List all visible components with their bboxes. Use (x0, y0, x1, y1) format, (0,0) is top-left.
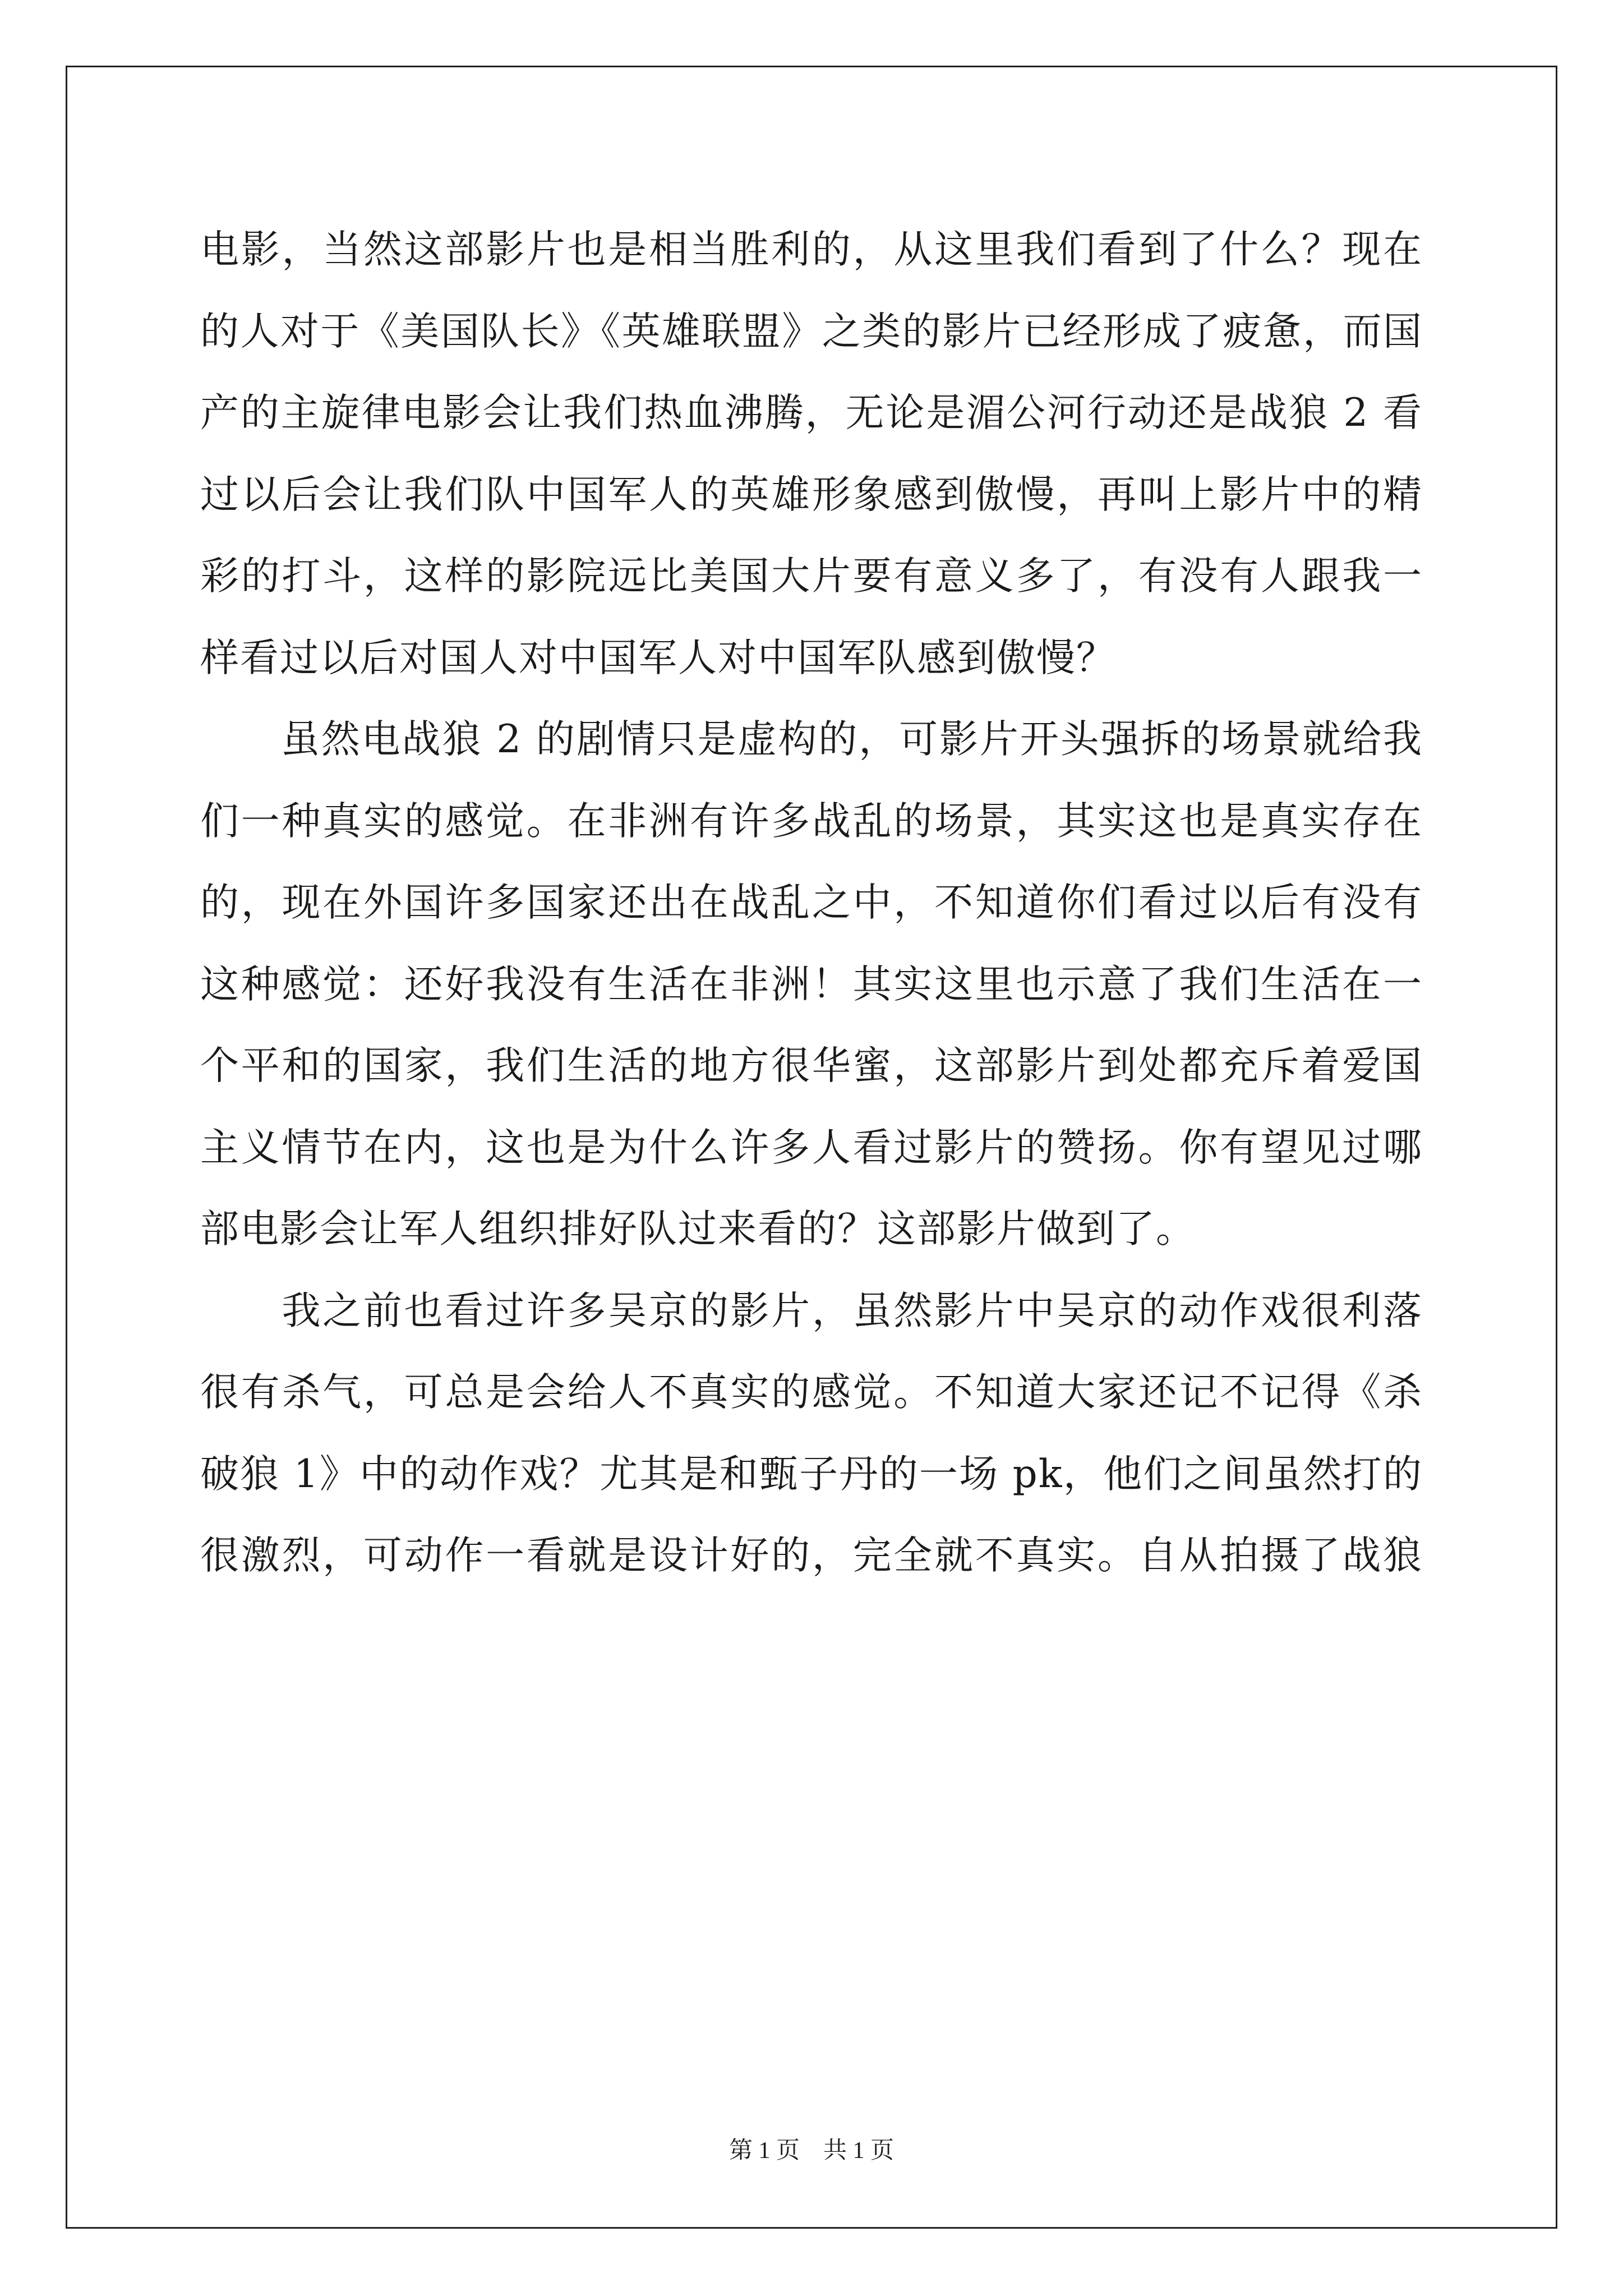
text-line: 很激烈，可动作一看就是设计好的，完全就不真实。自从拍摄了战狼 (200, 1533, 1423, 1578)
text-line: 这种感觉：还好我没有生活在非洲！其实这里也示意了我们生活在一 (200, 961, 1423, 1007)
text-line: 产的主旋律电影会让我们热血沸腾，无论是湄公河行动还是战狼 2 看 (200, 390, 1423, 435)
text-line: 部电影会让军人组织排好队过来看的？这部影片做到了。 (200, 1207, 1196, 1251)
text-line: 我之前也看过许多吴京的影片，虽然影片中吴京的动作戏很利落 (200, 1288, 1423, 1333)
text-line: 个平和的国家，我们生活的地方很华蜜，这部影片到处都充斥着爱国 (200, 1043, 1423, 1088)
text-line: 们一种真实的感觉。在非洲有许多战乱的场景，其实这也是真实存在 (200, 798, 1423, 844)
text-line: 的，现在外国许多国家还出在战乱之中，不知道你们看过以后有没有 (200, 880, 1423, 925)
paragraph-1 (200, 209, 1423, 699)
text-line: 破狼 1》中的动作戏？尤其是和甄子丹的一场 pk，他们之间虽然打的 (200, 1451, 1423, 1497)
document-body (200, 209, 1423, 1597)
text-line: 电影，当然这部影片也是相当胜利的，从这里我们看到了什么？现在 (200, 227, 1423, 272)
text-line: 样看过以后对国人对中国军人对中国军队感到傲慢？ (200, 635, 1116, 680)
paragraph-3 (200, 1271, 1423, 1597)
text-line: 虽然电战狼 2 的剧情只是虚构的，可影片开头强拆的场景就给我 (200, 717, 1423, 762)
text-line: 过以后会让我们队中国军人的英雄形象感到傲慢，再叫上影片中的精 (200, 472, 1423, 517)
text-line: 的人对于《美国队长》《英雄联盟》之类的影片已经形成了疲惫，而国 (200, 309, 1423, 354)
text-line: 很有杀气，可总是会给人不真实的感觉。不知道大家还记不记得《杀 (200, 1370, 1423, 1415)
text-line: 彩的打斗，这样的影院远比美国大片要有意义多了，有没有人跟我一 (200, 554, 1423, 599)
text-line: 主义情节在内，这也是为什么许多人看过影片的赞扬。你有望见过哪 (200, 1125, 1423, 1170)
paragraph-2 (200, 699, 1423, 1271)
page-number-footer: 第 1 页 共 1 页 (728, 2138, 894, 2164)
